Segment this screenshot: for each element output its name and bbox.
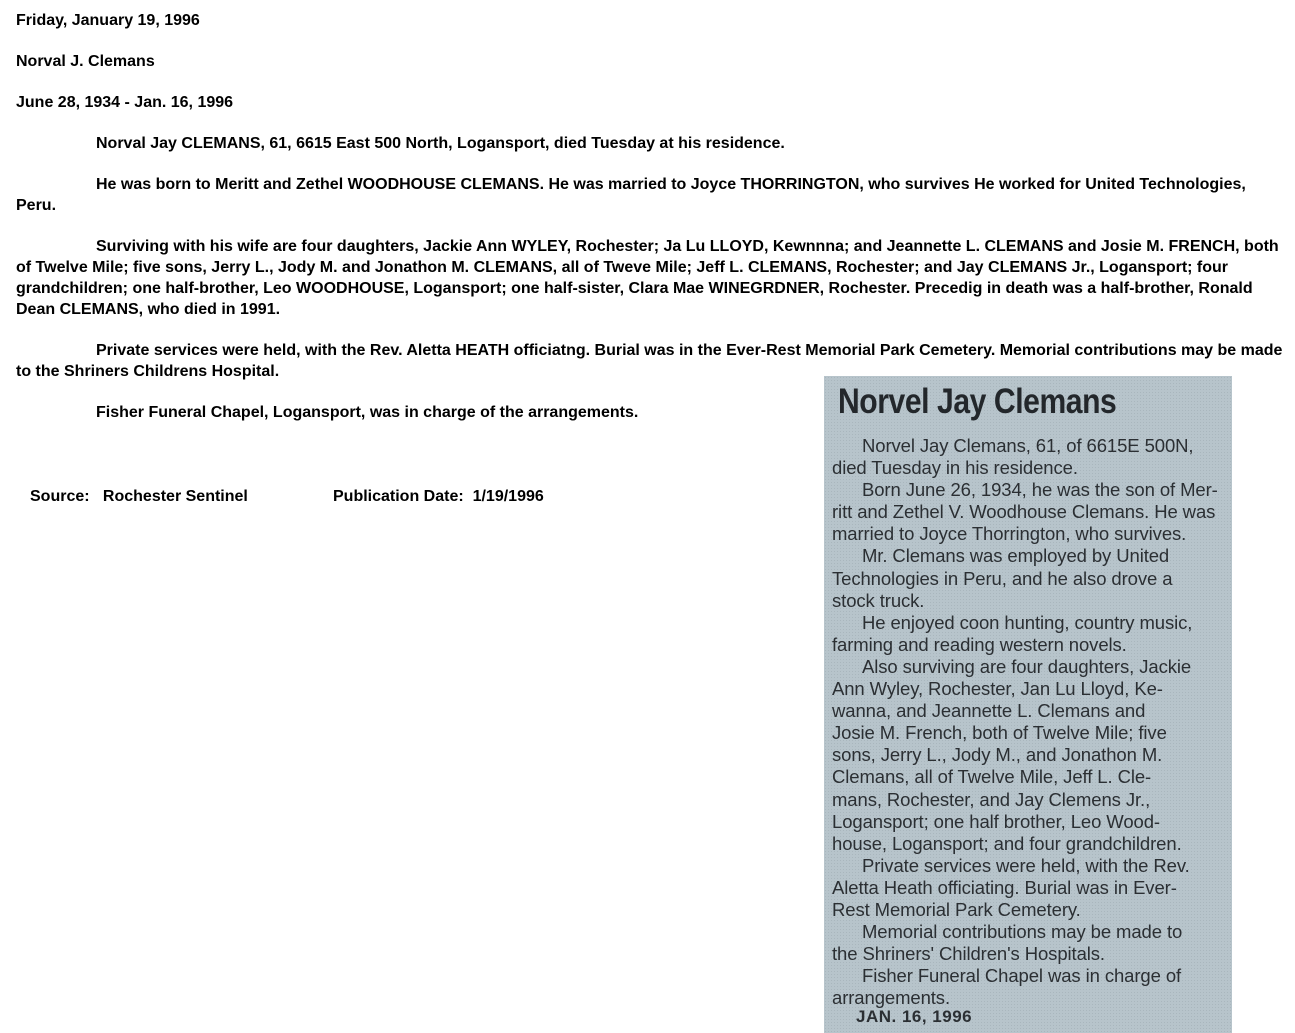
obituary-paragraph: Private services were held, with the Rev. Aletta HEATH officiatng. Burial was in the Ever-Rest Memorial Park Cemetery. Memorial contributions may be made to the Shriners Childrens Hospital.	[16, 342, 1283, 380]
clipping-line: house, Logansport; and four grandchildren.	[832, 832, 1182, 854]
clipping-line: Born June 26, 1934, he was the son of Mer-	[862, 479, 1218, 501]
clipping-line: married to Joyce Thorrington, who survives.	[832, 523, 1187, 545]
obituary-document	[16, 10, 1288, 423]
source-value: Rochester Sentinel	[102, 488, 248, 505]
clipping-line: Mr. Clemans was employed by United	[862, 545, 1170, 567]
clipping-line: Private services were held, with the Rev.	[862, 854, 1190, 876]
clipping-line: Memorial contributions may be made to	[862, 921, 1183, 943]
clipping-line: He enjoyed coon hunting, country music,	[862, 611, 1193, 633]
clipping-line: died Tuesday in his residence.	[832, 457, 1078, 479]
clipping-title: Norvel Jay Clemans	[838, 382, 1117, 421]
obituary-paragraph: Surviving with his wife are four daughters, Jackie Ann WYLEY, Rochester; Ja Lu LLOYD, Kewnnna; and Jeannette L. CLEMANS and Josie M. FRENCH, both of Twelve Mile; five sons, Jerry L., Jody M. and Jonathon M. CLEMANS, all of Tweve Mile; Jeff L. CLEMANS, Rochester; and Jay CLEMANS Jr., Logansport; four grandchildren; one half-brother, Leo WOODHOUSE, Logansport; one half-sister, Clara Mae WINEGRDNER, Rochester. Precedig in death was a half-brother, Ronald Dean CLEMANS, who died in 1991.	[16, 238, 1279, 318]
clipping-line: Ann Wyley, Rochester, Jan Lu Lloyd, Ke-	[832, 678, 1163, 700]
clipping-line: stock truck.	[832, 589, 925, 611]
clipping-line: Clemans, all of Twelve Mile, Jeff L. Cle-	[832, 766, 1152, 788]
publication-date-label: Publication Date:	[333, 488, 464, 505]
clipping-line: farming and reading western novels.	[832, 633, 1127, 655]
deceased-name: Norval J. Clemans	[16, 53, 155, 70]
clipping-date: JAN. 16, 1996	[856, 1007, 973, 1026]
clipping-line: Aletta Heath officiating. Burial was in Ever-	[832, 876, 1177, 898]
clipping-line: Rest Memorial Park Cemetery.	[832, 898, 1081, 920]
obituary-paragraph: Norval Jay CLEMANS, 61, 6615 East 500 North, Logansport, died Tuesday at his residence.	[96, 135, 785, 152]
clipping-line: Josie M. French, both of Twelve Mile; five	[832, 722, 1167, 744]
clipping-line: mans, Rochester, and Jay Clemens Jr.,	[832, 788, 1151, 810]
clipping-line: sons, Jerry L., Jody M., and Jonathon M.	[832, 744, 1163, 766]
clipping-line: Norvel Jay Clemans, 61, of 6615E 500N,	[862, 435, 1194, 456]
clipping-line: Logansport; one half brother, Leo Wood-	[832, 810, 1160, 832]
clipping-line: Also surviving are four daughters, Jackie	[862, 655, 1192, 677]
posting-date: Friday, January 19, 1996	[16, 12, 200, 29]
newspaper-clipping	[824, 376, 1232, 1033]
source-label: Source:	[30, 488, 90, 505]
clipping-line: Fisher Funeral Chapel was in charge of	[862, 965, 1182, 987]
lifespan: June 28, 1934 - Jan. 16, 1996	[16, 94, 234, 111]
publication-date-line	[333, 488, 544, 506]
source-line	[30, 488, 248, 506]
clipping-line: wanna, and Jeannette L. Clemans and	[832, 700, 1146, 722]
clipping-line: Technologies in Peru, and he also drove a	[832, 567, 1173, 589]
clipping-line: arrangements.	[832, 987, 950, 1009]
clipping-body	[832, 435, 1232, 1009]
clipping-line: ritt and Zethel V. Woodhouse Clemans. He was	[832, 501, 1216, 523]
obituary-paragraph: Fisher Funeral Chapel, Logansport, was in charge of the arrangements.	[96, 404, 639, 421]
obituary-paragraph: He was born to Meritt and Zethel WOODHOUSE CLEMANS. He was married to Joyce THORRINGTON, who survives He worked for United Technologies, Peru.	[16, 176, 1246, 214]
publication-date-value: 1/19/1996	[472, 488, 544, 505]
clipping-line: the Shriners' Children's Hospitals.	[832, 943, 1105, 965]
